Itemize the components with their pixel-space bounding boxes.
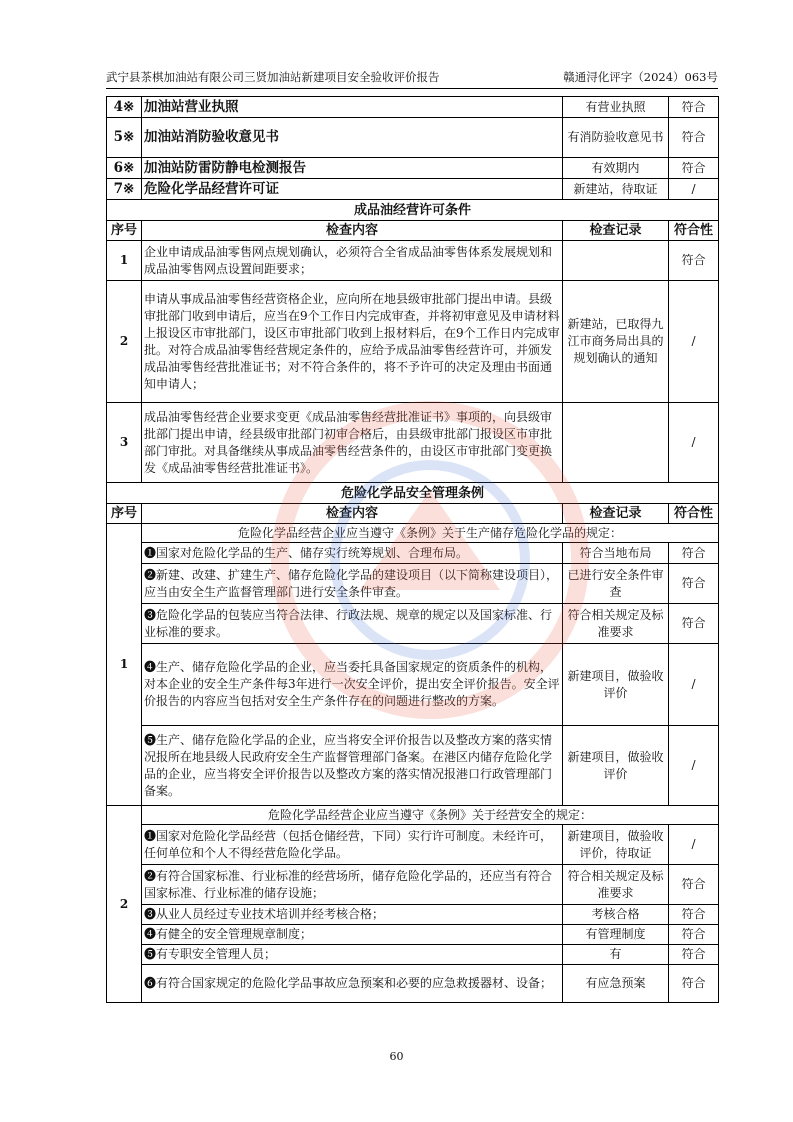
group-intro-row <box>107 806 719 825</box>
check-record: 新建项目，做验收评价，待取证 <box>563 825 669 865</box>
conformity: 符合 <box>669 97 719 118</box>
check-content: ❹生产、储存危险化学品的企业，应当委托具备国家规定的资质条件的机构，对本企业的安全生产条件每3年进行一次安全评价，提出安全评价报告。安全评价报告的内容应当包括对安全生产条件存在的问题进行整改的方案。 <box>142 644 563 726</box>
check-item: 危险化学品经营许可证 <box>142 179 563 200</box>
column-header-record: 检查记录 <box>563 504 669 524</box>
row-number: 2 <box>107 806 142 1003</box>
conformity: 符合 <box>669 925 719 945</box>
conformity: 符合 <box>669 241 719 281</box>
conformity: 符合 <box>669 965 719 1003</box>
check-content: ❺生产、储存危险化学品的企业，应当将安全评价报告以及整改方案的落实情况报所在地县级人民政府安全生产监督管理部门备案。在港区内储存危险化学品的企业，应当将安全评价报告以及整改方案的落实情况报港口行政管理部门备案。 <box>142 726 563 806</box>
check-content: ❸从业人员经过专业技术培训并经考核合格； <box>142 905 563 925</box>
table-row <box>107 604 719 644</box>
section-title: 成品油经营许可条件 <box>107 200 719 221</box>
check-record: 符合当地布局 <box>563 543 669 564</box>
document-number: 赣通浔化评字（2024）063号 <box>563 70 718 84</box>
conformity: / <box>669 403 719 483</box>
row-number: 4※ <box>107 97 142 118</box>
table-row <box>107 825 719 865</box>
check-content: ❻有符合国家规定的危险化学品事故应急预案和必要的应急救援器材、设备； <box>142 965 563 1003</box>
header-row <box>107 504 719 524</box>
conformity: 符合 <box>669 564 719 604</box>
column-header-no: 序号 <box>107 221 142 241</box>
page-header <box>106 68 718 89</box>
row-number: 3 <box>107 403 142 483</box>
check-content: ❹有健全的安全管理规章制度； <box>142 925 563 945</box>
column-header-record: 检查记录 <box>563 221 669 241</box>
check-record: 新建项目，做验收评价 <box>563 644 669 726</box>
group-intro: 危险化学品经营企业应当遵守《条例》关于经营安全的规定： <box>142 806 719 825</box>
column-header-result: 符合性 <box>669 504 719 524</box>
table-row <box>107 403 719 483</box>
check-content: ❺有专职安全管理人员； <box>142 945 563 965</box>
conformity: / <box>669 825 719 865</box>
table-row <box>107 543 719 564</box>
check-content: 成品油零售经营企业要求变更《成品油零售经营批准证书》事项的，向县级审批部门提出申请，经县级审批部门初审合格后，由县级审批部门报设区市审批部门审批。对具备继续从事成品油零售经营条件的，由设区市审批部门变更换发《成品油零售经营批准证书》。 <box>142 403 563 483</box>
conformity: / <box>669 726 719 806</box>
conformity: / <box>669 644 719 726</box>
table-row <box>107 865 719 905</box>
inspection-table <box>106 96 719 1003</box>
check-item: 加油站消防验收意见书 <box>142 118 563 158</box>
table-row <box>107 644 719 726</box>
check-record: 有营业执照 <box>563 97 669 118</box>
check-record: 有消防验收意见书 <box>563 118 669 158</box>
check-item: 加油站营业执照 <box>142 97 563 118</box>
check-content: ❶国家对危险化学品的生产、储存实行统筹规划、合理布局。 <box>142 543 563 564</box>
table-row <box>107 179 719 200</box>
check-item: 加油站防雷防静电检测报告 <box>142 158 563 179</box>
check-record: 有管理制度 <box>563 925 669 945</box>
conformity: 符合 <box>669 543 719 564</box>
report-title: 武宁县茶棋加油站有限公司三贤加油站新建项目安全验收评价报告 <box>106 70 440 84</box>
check-record: 新建站，待取证 <box>563 179 669 200</box>
table-row <box>107 945 719 965</box>
check-content: ❷有符合国家标准、行业标准的经营场所，储存危险化学品的，还应当有符合国家标准、行业标准的储存设施； <box>142 865 563 905</box>
table-row <box>107 97 719 118</box>
table-row <box>107 118 719 158</box>
check-record: 符合相关规定及标准要求 <box>563 865 669 905</box>
section-title-row <box>107 483 719 504</box>
check-content: ❸危险化学品的包装应当符合法律、行政法规、规章的规定以及国家标准、行业标准的要求。 <box>142 604 563 644</box>
conformity: 符合 <box>669 158 719 179</box>
check-content: 企业申请成品油零售网点规划确认，必须符合全省成品油零售体系发展规划和成品油零售网点设置间距要求； <box>142 241 563 281</box>
check-record <box>563 403 669 483</box>
conformity: 符合 <box>669 865 719 905</box>
conformity: / <box>669 281 719 403</box>
check-content: 申请从事成品油零售经营资格企业，应向所在地县级审批部门提出申请。县级审批部门收到申请后，应当在9个工作日内完成审查，并将初审意见及申请材料上报设区市审批部门，设区市审批部门收到上报材料后，在9个工作日内完成审批。对符合成品油零售经营规定条件的，应给予成品油零售经营许可，并颁发成品油零售经营批准证书；对不符合条件的，将不予许可的决定及理由书面通知申请人； <box>142 281 563 403</box>
check-content: ❷新建、改建、扩建生产、储存危险化学品的建设项目（以下简称建设项目），应当由安全生产监督管理部门进行安全条件审查。 <box>142 564 563 604</box>
row-number: 1 <box>107 241 142 281</box>
row-number: 7※ <box>107 179 142 200</box>
group-intro: 危险化学品经营企业应当遵守《条例》关于生产储存危险化学品的规定： <box>142 524 719 543</box>
check-content: ❶国家对危险化学品经营（包括仓储经营，下同）实行许可制度。未经许可，任何单位和个人不得经营危险化学品。 <box>142 825 563 865</box>
table-row <box>107 241 719 281</box>
check-record: 符合相关规定及标准要求 <box>563 604 669 644</box>
check-record: 考核合格 <box>563 905 669 925</box>
table-row <box>107 925 719 945</box>
check-record: 新建站，已取得九江市商务局出具的规划确认的通知 <box>563 281 669 403</box>
conformity: 符合 <box>669 604 719 644</box>
header-row <box>107 221 719 241</box>
row-number: 5※ <box>107 118 142 158</box>
group-intro-row <box>107 524 719 543</box>
conformity: 符合 <box>669 945 719 965</box>
check-record: 已进行安全条件审查 <box>563 564 669 604</box>
conformity: 符合 <box>669 905 719 925</box>
section-title: 危险化学品安全管理条例 <box>107 483 719 504</box>
conformity: / <box>669 179 719 200</box>
table-row <box>107 965 719 1003</box>
check-record: 新建项目，做验收评价 <box>563 726 669 806</box>
check-record: 有应急预案 <box>563 965 669 1003</box>
column-header-content: 检查内容 <box>142 504 563 524</box>
table-row <box>107 726 719 806</box>
page-number: 60 <box>389 1050 404 1063</box>
table-row <box>107 158 719 179</box>
column-header-no: 序号 <box>107 504 142 524</box>
conformity: 符合 <box>669 118 719 158</box>
check-record: 有效期内 <box>563 158 669 179</box>
row-number: 2 <box>107 281 142 403</box>
table-row <box>107 281 719 403</box>
check-record <box>563 241 669 281</box>
column-header-content: 检查内容 <box>142 221 563 241</box>
row-number: 1 <box>107 524 142 806</box>
section-title-row <box>107 200 719 221</box>
table-row <box>107 905 719 925</box>
row-number: 6※ <box>107 158 142 179</box>
check-record: 有 <box>563 945 669 965</box>
column-header-result: 符合性 <box>669 221 719 241</box>
table-row <box>107 564 719 604</box>
